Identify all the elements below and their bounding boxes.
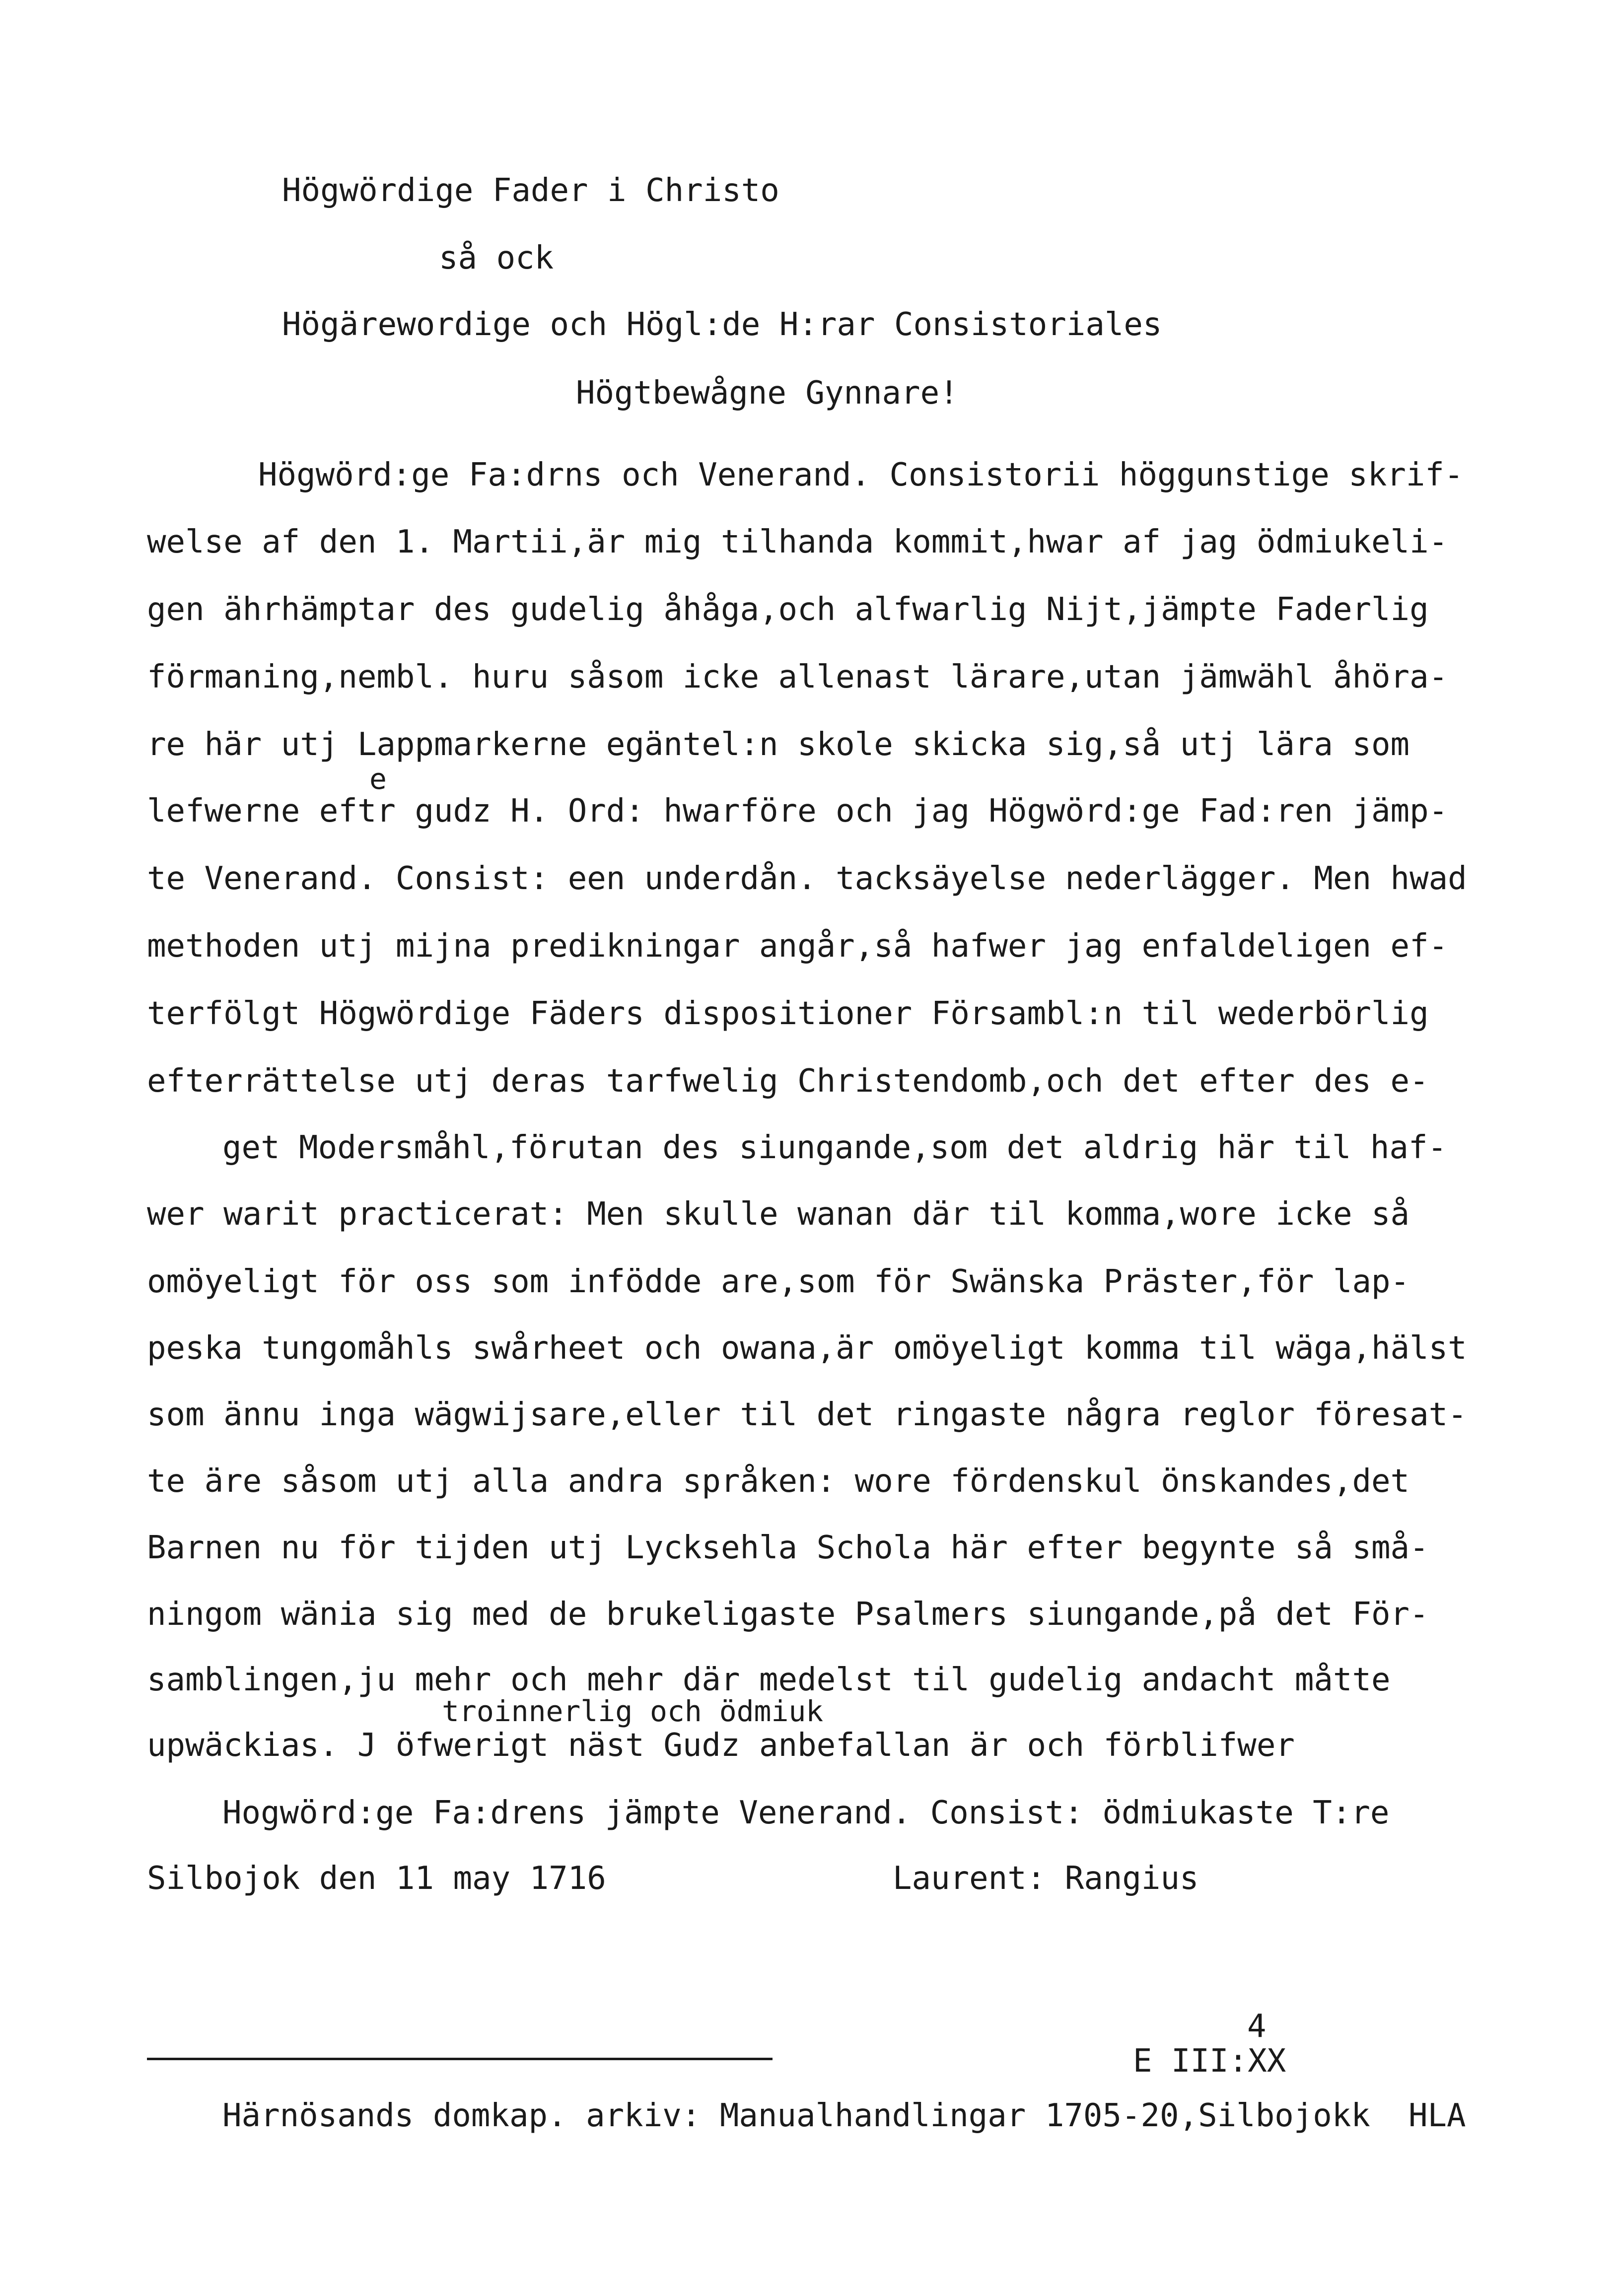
body-line-18: ningom wänia sig med de brukeligaste Psalmers siungande,på det För-	[147, 1596, 1429, 1633]
superscript-mark: e	[369, 762, 387, 796]
body-line-3: gen ährhämptar des gudelig åhåga,och alfwarlig Nijt,jämpte Faderlig	[147, 591, 1429, 628]
body-line-7: te Venerand. Consist: een underdån. tacksäyelse nederlägger. Men hwad	[147, 860, 1467, 897]
body-line-14: peska tungomåhls swårheet och owana,är omöyeligt komma til wäga,hälst	[147, 1330, 1467, 1367]
body-line-10: efterrättelse utj deras tarfwelig Christendomb,och det efter des e-	[147, 1063, 1429, 1100]
body-line-8: methoden utj mijna predikningar angår,så hafwer jag enfaldeligen ef-	[147, 928, 1448, 965]
body-line-9: terfölgt Högwördige Fäders dispositioner Försambl:n til wederbörlig	[147, 995, 1429, 1032]
archive-citation: Härnösands domkap. arkiv: Manualhandlingar 1705-20,Silbojokk HLA	[222, 2097, 1466, 2134]
body-line-12: wer warit practicerat: Men skulle wanan där til komma,wore icke så	[147, 1196, 1410, 1233]
body-line-4: förmaning,nembl. huru såsom icke allenast lärare,utan jämwähl åhöra-	[147, 659, 1448, 696]
body-line-1: Högwörd:ge Fa:drns och Venerand. Consistorii höggunstige skrif-	[258, 457, 1464, 493]
salutation-line-3: Högärewordige och Högl:de H:rar Consistoriales	[282, 306, 1162, 343]
salutation-line-2: så ock	[439, 240, 554, 277]
body-line-5: re här utj Lappmarkerne egäntel:n skole skicka sig,så utj lära som	[147, 726, 1410, 763]
body-line-15: som ännu inga wägwijsare,eller til det ringaste några reglor föresat-	[147, 1396, 1467, 1433]
body-line-19: samblingen,ju mehr och mehr där medelst til gudelig andacht måtte	[147, 1662, 1391, 1698]
body-line-17: Barnen nu för tijden utj Lycksehla Schola här efter begynte så små-	[147, 1530, 1429, 1566]
place-date: Silbojok den 11 may 1716	[147, 1860, 606, 1897]
body-line-13: omöyeligt för oss som infödde are,som för Swänska Präster,för lap-	[147, 1263, 1410, 1300]
signature: Laurent: Rangius	[893, 1860, 1199, 1897]
footer-divider	[147, 2058, 773, 2060]
salutation-line-4: Högtbewågne Gynnare!	[576, 375, 959, 412]
body-line-11: get Modersmåhl,förutan des siungande,som det aldrig här til haf-	[222, 1129, 1447, 1166]
body-line-2: welse af den 1. Martii,är mig tilhanda kommit,hwar af jag ödmiukeli-	[147, 524, 1448, 560]
page-number: 4	[1247, 2008, 1267, 2045]
body-line-16: te äre såsom utj alla andra språken: wore fördenskul önskandes,det	[147, 1463, 1410, 1500]
body-line-6: lefwerne eftr gudz H. Ord: hwarföre och jag Högwörd:ge Fad:ren jämp-	[147, 793, 1448, 830]
interlinear-insertion: troinnerlig och ödmiuk	[442, 1694, 824, 1728]
salutation-line-1: Högwördige Fader i Christo	[282, 172, 779, 209]
closing-line: Hogwörd:ge Fa:drens jämpte Venerand. Consist: ödmiukaste T:re	[222, 1795, 1390, 1831]
shelfmark: E III:XX	[1133, 2043, 1286, 2080]
body-line-20: upwäckias. J öfwerigt näst Gudz anbefallan är och förblifwer	[147, 1727, 1295, 1764]
